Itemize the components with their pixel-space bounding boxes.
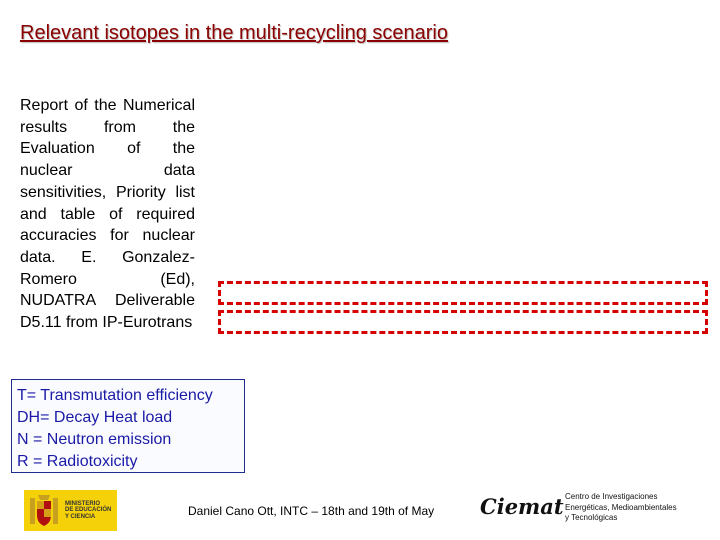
ciemat-logo: Ciemat: [480, 494, 564, 519]
legend-item-neutron-emission: N = Neutron emission: [17, 431, 172, 448]
legend-item-transmutation: T= Transmutation efficiency: [17, 387, 213, 404]
coat-of-arms-icon: [27, 493, 61, 529]
ministry-line-1: MINISTERIO: [65, 500, 101, 507]
ministry-logo: [24, 490, 117, 531]
slide-title: Relevant isotopes in the multi-recycling scenario: [20, 22, 448, 44]
legend-item-radiotoxicity: R = Radiotoxicity: [17, 453, 138, 470]
ministry-line-2: DE EDUCACIÓN: [65, 507, 112, 514]
highlight-box-2: [218, 310, 708, 334]
ciemat-line-3: y Tecnológicas: [565, 513, 618, 522]
report-reference-text: Report of the Numerical results from the Evaluation of the nuclear data sensitivities, Priority list and table of required accuracies for nuclear data. E. Gonzalez-Romero (Ed), NUDATRA Deliverable D5.11 from IP-Eurotrans: [20, 97, 195, 332]
presenter-footer: Daniel Cano Ott, INTC – 18th and 19th of May: [188, 504, 435, 518]
ciemat-line-2: Energéticas, Medioambientales: [565, 502, 677, 512]
legend-box: [11, 379, 245, 473]
ministry-line-3: Y CIENCIA: [65, 513, 96, 520]
ciemat-subtitle: [565, 492, 677, 524]
ministry-logo-text: [65, 501, 111, 521]
legend-item-decay-heat: DH= Decay Heat load: [17, 409, 173, 426]
ciemat-line-1: Centro de Investigaciones: [565, 492, 658, 501]
highlight-box-1: [218, 281, 708, 305]
